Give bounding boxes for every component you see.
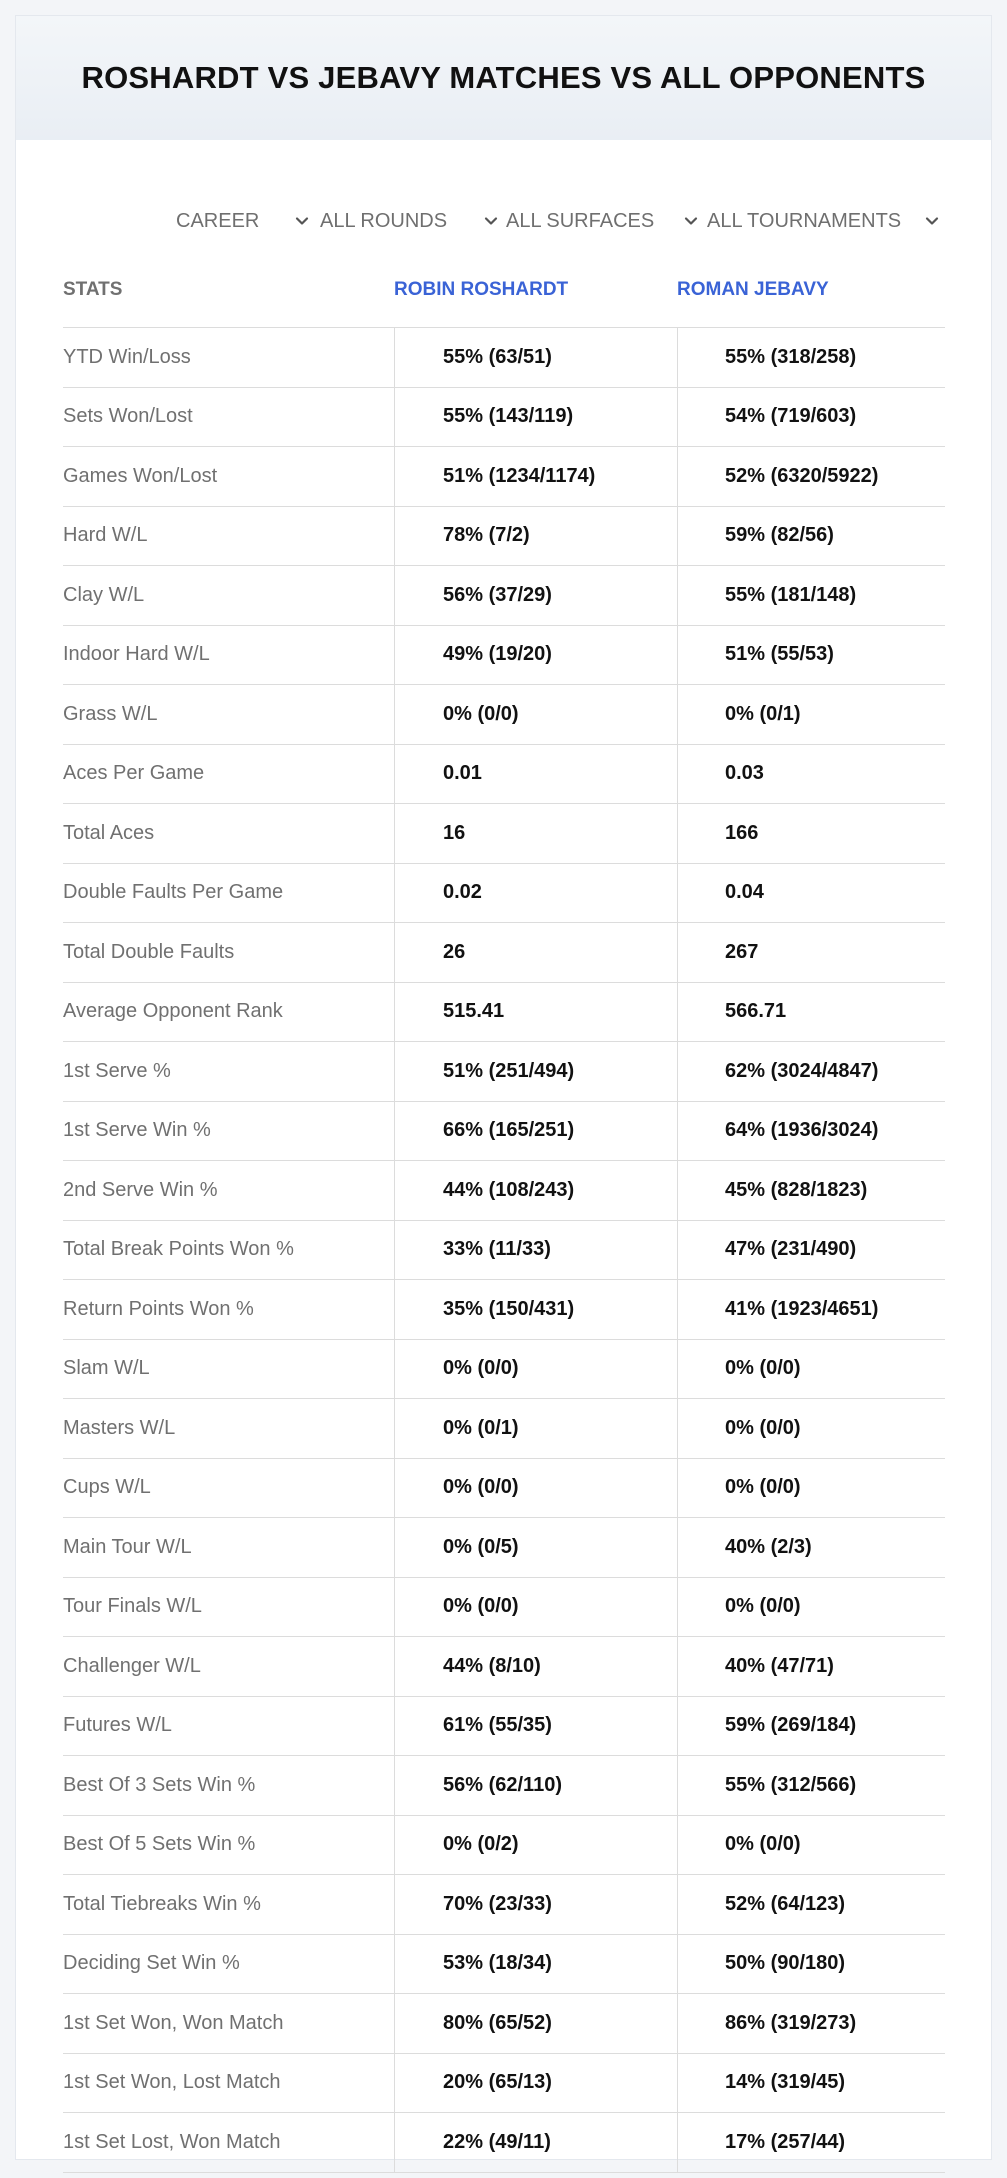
stat-label: Total Double Faults	[63, 940, 235, 963]
player2-stat-value: 0% (0/0)	[725, 1476, 801, 1499]
stat-label: Average Opponent Rank	[63, 1000, 283, 1023]
player1-stat-value: 51% (251/494)	[443, 1059, 575, 1082]
table-row	[63, 1816, 945, 1876]
player1-stat-value: 56% (62/110)	[443, 1773, 562, 1796]
table-row	[63, 1518, 945, 1578]
player1-stat-value: 0% (0/5)	[443, 1535, 519, 1558]
table-row	[63, 864, 945, 924]
player2-stat-value: 40% (2/3)	[725, 1535, 812, 1558]
page-title: ROSHARDT VS JEBAVY MATCHES VS ALL OPPONENTS	[81, 60, 926, 95]
player2-stat-value: 17% (257/44)	[725, 2130, 846, 2153]
stats-comparison-card	[15, 15, 992, 2160]
player2-stat-value: 267	[725, 940, 759, 963]
player1-stat-value: 80% (65/52)	[443, 2011, 552, 2034]
player2-stat-value: 0% (0/1)	[725, 702, 801, 725]
stats-column-header: STATS	[63, 279, 123, 300]
stat-label: 1st Set Won, Won Match	[63, 2011, 284, 2034]
table-row	[63, 1221, 945, 1281]
stat-label: Games Won/Lost	[63, 464, 218, 487]
tournaments-filter-select[interactable]	[707, 191, 941, 251]
table-row	[63, 2113, 945, 2173]
player2-stat-value: 47% (231/490)	[725, 1238, 857, 1261]
stat-label: Grass W/L	[63, 702, 158, 725]
player1-stat-value: 0% (0/0)	[443, 1357, 519, 1380]
player2-stat-value: 54% (719/603)	[725, 405, 857, 428]
player1-stat-value: 20% (65/13)	[443, 2071, 552, 2094]
stat-label: Total Aces	[63, 821, 155, 844]
stats-table	[63, 253, 945, 2173]
page-header	[16, 16, 991, 140]
player2-stat-value: 566.71	[725, 1000, 787, 1023]
table-row	[63, 1280, 945, 1340]
chevron-down-icon	[923, 212, 941, 230]
filter-bar	[16, 191, 993, 251]
table-row	[63, 923, 945, 983]
stat-label: 2nd Serve Win %	[63, 1178, 218, 1201]
player1-stat-value: 0% (0/0)	[443, 702, 519, 725]
table-row	[63, 1756, 945, 1816]
player2-stat-value: 59% (269/184)	[725, 1714, 857, 1737]
table-row	[63, 1578, 945, 1638]
rounds-filter-label: ALL ROUNDS	[320, 209, 448, 232]
player2-stat-value: 40% (47/71)	[725, 1654, 834, 1677]
player1-stat-value: 44% (8/10)	[443, 1654, 541, 1677]
player1-stat-value: 61% (55/35)	[443, 1714, 552, 1737]
stat-label: 1st Set Lost, Won Match	[63, 2130, 281, 2153]
table-row	[63, 2054, 945, 2114]
player2-stat-value: 41% (1923/4651)	[725, 1297, 879, 1320]
player1-stat-value: 0% (0/1)	[443, 1416, 519, 1439]
player1-stat-value: 78% (7/2)	[443, 524, 530, 547]
table-row	[63, 1875, 945, 1935]
stat-label: Clay W/L	[63, 583, 145, 606]
table-header	[63, 253, 945, 328]
player1-stat-value: 0% (0/0)	[443, 1476, 519, 1499]
table-row	[63, 1340, 945, 1400]
player2-stat-value: 50% (90/180)	[725, 1952, 846, 1975]
table-row	[63, 1459, 945, 1519]
stat-label: Sets Won/Lost	[63, 405, 193, 428]
table-body	[63, 328, 945, 2173]
player2-stat-value: 52% (6320/5922)	[725, 464, 879, 487]
player2-stat-value: 0.04	[725, 881, 764, 904]
player1-stat-value: 56% (37/29)	[443, 583, 552, 606]
player2-stat-value: 64% (1936/3024)	[725, 1119, 879, 1142]
table-row	[63, 507, 945, 567]
table-row	[63, 685, 945, 745]
table-row	[63, 745, 945, 805]
table-row	[63, 1102, 945, 1162]
player1-stat-value: 515.41	[443, 1000, 505, 1023]
stat-label: Best Of 5 Sets Win %	[63, 1833, 256, 1856]
career-filter-label: CAREER	[176, 209, 260, 232]
player2-stat-value: 0% (0/0)	[725, 1595, 801, 1618]
column-divider	[394, 328, 395, 2173]
rounds-filter-select[interactable]	[320, 191, 500, 251]
stat-label: Total Tiebreaks Win %	[63, 1892, 261, 1915]
player2-stat-value: 166	[725, 821, 759, 844]
stat-label: Cups W/L	[63, 1476, 151, 1499]
player1-stat-value: 16	[443, 821, 466, 844]
player2-column-header[interactable]: ROMAN JEBAVY	[677, 279, 829, 300]
table-row	[63, 1935, 945, 1995]
player1-stat-value: 49% (19/20)	[443, 643, 552, 666]
player1-stat-value: 22% (49/11)	[443, 2130, 551, 2153]
surfaces-filter-label: ALL SURFACES	[506, 209, 655, 232]
player2-stat-value: 59% (82/56)	[725, 524, 834, 547]
player2-stat-value: 52% (64/123)	[725, 1892, 846, 1915]
chevron-down-icon	[682, 212, 700, 230]
table-row	[63, 1697, 945, 1757]
career-filter-select[interactable]	[176, 191, 311, 251]
stat-label: Aces Per Game	[63, 762, 205, 785]
player1-stat-value: 33% (11/33)	[443, 1238, 551, 1261]
player1-stat-value: 44% (108/243)	[443, 1178, 575, 1201]
player1-stat-value: 26	[443, 940, 466, 963]
player1-stat-value: 0.02	[443, 881, 482, 904]
player1-stat-value: 0% (0/0)	[443, 1595, 519, 1618]
table-row	[63, 626, 945, 686]
player1-stat-value: 70% (23/33)	[443, 1892, 552, 1915]
stat-label: Tour Finals W/L	[63, 1595, 202, 1618]
stat-label: Return Points Won %	[63, 1297, 254, 1320]
chevron-down-icon	[293, 212, 311, 230]
player1-stat-value: 35% (150/431)	[443, 1297, 575, 1320]
player2-stat-value: 55% (318/258)	[725, 345, 857, 368]
chevron-down-icon	[482, 212, 500, 230]
player2-stat-value: 0% (0/0)	[725, 1416, 801, 1439]
stat-label: Double Faults Per Game	[63, 881, 284, 904]
table-row	[63, 1161, 945, 1221]
player2-stat-value: 51% (55/53)	[725, 643, 834, 666]
player1-stat-value: 66% (165/251)	[443, 1119, 575, 1142]
player1-stat-value: 51% (1234/1174)	[443, 464, 596, 487]
player1-stat-value: 0.01	[443, 762, 482, 785]
table-row	[63, 1994, 945, 2054]
stat-label: YTD Win/Loss	[63, 345, 191, 368]
stat-label: Masters W/L	[63, 1416, 176, 1439]
player1-stat-value: 55% (143/119)	[443, 405, 574, 428]
stat-label: 1st Set Won, Lost Match	[63, 2071, 281, 2094]
player2-stat-value: 0.03	[725, 762, 764, 785]
player1-stat-value: 53% (18/34)	[443, 1952, 552, 1975]
table-row	[63, 804, 945, 864]
table-row	[63, 983, 945, 1043]
player1-column-header[interactable]: ROBIN ROSHARDT	[394, 279, 569, 300]
tournaments-filter-label: ALL TOURNAMENTS	[707, 209, 902, 232]
stat-label: 1st Serve Win %	[63, 1119, 211, 1142]
stat-label: Slam W/L	[63, 1357, 150, 1380]
stat-label: 1st Serve %	[63, 1059, 171, 1082]
player2-stat-value: 86% (319/273)	[725, 2011, 857, 2034]
table-row	[63, 447, 945, 507]
table-row	[63, 388, 945, 448]
table-row	[63, 1042, 945, 1102]
player2-stat-value: 62% (3024/4847)	[725, 1059, 879, 1082]
player2-stat-value: 55% (181/148)	[725, 583, 857, 606]
table-row	[63, 1637, 945, 1697]
player2-stat-value: 0% (0/0)	[725, 1833, 801, 1856]
stat-label: Challenger W/L	[63, 1654, 201, 1677]
player2-stat-value: 45% (828/1823)	[725, 1178, 868, 1201]
table-row	[63, 328, 945, 388]
player1-stat-value: 55% (63/51)	[443, 345, 552, 368]
table-row	[63, 1399, 945, 1459]
column-divider	[677, 328, 678, 2173]
stat-label: Best Of 3 Sets Win %	[63, 1773, 256, 1796]
table-row	[63, 566, 945, 626]
stat-label: Total Break Points Won %	[63, 1238, 294, 1261]
player2-stat-value: 14% (319/45)	[725, 2071, 846, 2094]
player2-stat-value: 0% (0/0)	[725, 1357, 801, 1380]
stat-label: Deciding Set Win %	[63, 1952, 240, 1975]
stat-label: Hard W/L	[63, 524, 148, 547]
stat-label: Indoor Hard W/L	[63, 643, 210, 666]
stat-label: Futures W/L	[63, 1714, 172, 1737]
player2-stat-value: 55% (312/566)	[725, 1773, 857, 1796]
player1-stat-value: 0% (0/2)	[443, 1833, 519, 1856]
stat-label: Main Tour W/L	[63, 1535, 192, 1558]
surfaces-filter-select[interactable]	[506, 191, 700, 251]
